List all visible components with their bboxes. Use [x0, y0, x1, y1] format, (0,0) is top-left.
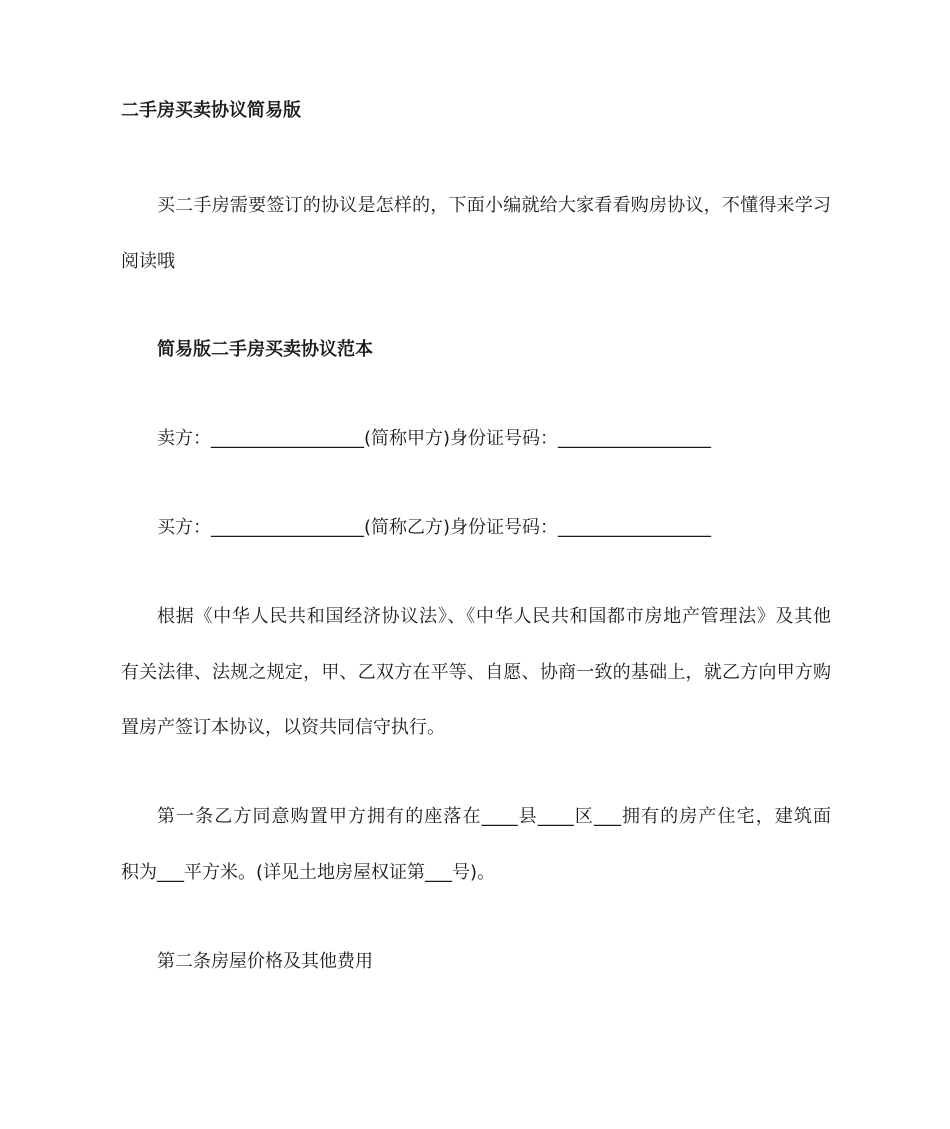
seller-line: 卖方：_________________(简称甲方)身份证号码：_________________: [157, 428, 712, 449]
section-heading: 简易版二手房买卖协议范本: [157, 339, 373, 360]
intro-paragraph-line-2: 阅读哦: [121, 251, 175, 272]
basis-paragraph-line-3: 置房产签订本协议，以资共同信守执行。: [121, 717, 445, 738]
buyer-line: 买方：_________________(简称乙方)身份证号码：_________________: [157, 517, 712, 538]
basis-paragraph-line-2: 有关法律、法规之规定，甲、乙双方在平等、自愿、协商一致的基础上，就乙方向甲方购: [121, 662, 831, 683]
basis-paragraph-line-1: 根据《中华人民共和国经济协议法》、《中华人民共和国都市房地产管理法》及其他: [157, 606, 831, 627]
article-1-line-1: 第一条乙方同意购置甲方拥有的座落在____县____区___拥有的房产住宅，建筑面: [157, 806, 831, 827]
document-title: 二手房买卖协议简易版: [121, 100, 301, 121]
article-1-line-2: 积为___平方米。(详见土地房屋权证第___号)。: [121, 862, 496, 883]
article-2-heading: 第二条房屋价格及其他费用: [157, 951, 373, 972]
intro-paragraph-line-1: 买二手房需要签订的协议是怎样的，下面小编就给大家看看购房协议，不懂得来学习: [157, 195, 831, 216]
